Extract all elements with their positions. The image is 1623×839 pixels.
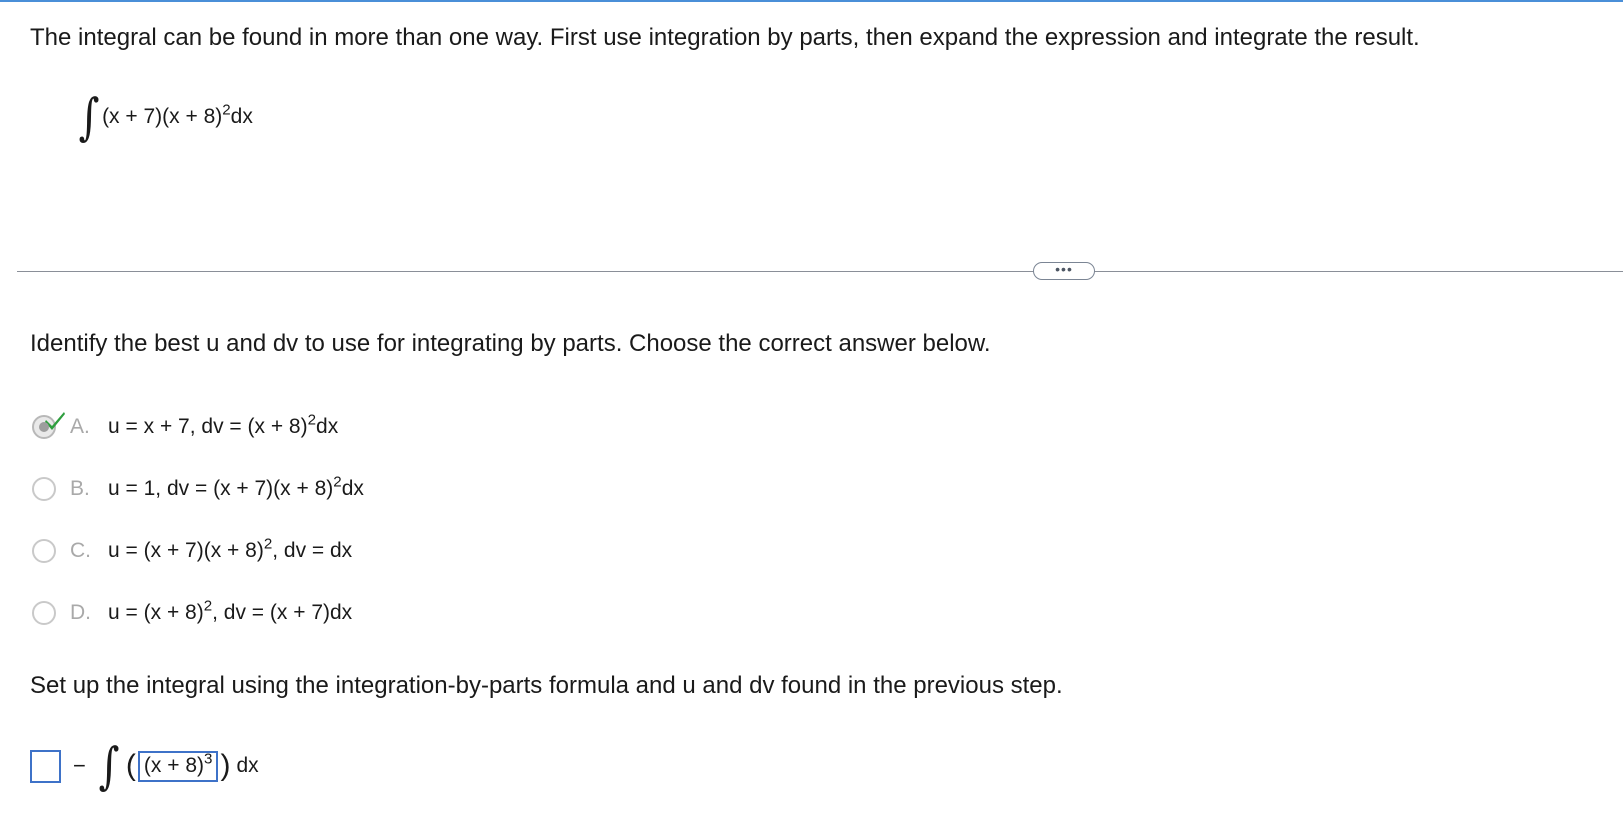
- radio-option-d[interactable]: [32, 601, 56, 625]
- open-paren: (: [125, 749, 136, 782]
- option-exponent: 2: [307, 411, 317, 429]
- integrand: [102, 101, 253, 129]
- option-text-main: u = x + 7, dv = (x + 8): [108, 415, 308, 438]
- integral-sign: ∫: [98, 737, 120, 795]
- option-text-main: u = (x + 7)(x + 8): [108, 539, 264, 562]
- option-letter: B.: [70, 477, 90, 500]
- filled-answer-box[interactable]: [138, 751, 219, 782]
- option-text: [108, 597, 353, 625]
- option-text-main: u = (x + 8): [108, 601, 204, 624]
- option-text-main: u = 1, dv = (x + 7)(x + 8): [108, 477, 334, 500]
- answer-input-box[interactable]: [30, 750, 61, 783]
- integrand-base: (x + 7)(x + 8): [102, 105, 223, 128]
- minus-sign: −: [73, 753, 86, 778]
- setup-instruction: Set up the integral using the integration-by-parts formula and u and dv found in the previous step.: [30, 672, 1063, 699]
- answer-expression: [30, 737, 259, 795]
- radio-option-a[interactable]: [32, 415, 56, 439]
- option-text-tail: dx: [341, 477, 364, 500]
- question-instruction: Identify the best u and dv to use for integrating by parts. Choose the correct answer below.: [30, 330, 991, 357]
- option-c[interactable]: [32, 534, 352, 568]
- option-text: [108, 473, 364, 501]
- option-exponent: 2: [333, 473, 342, 491]
- top-accent-line: [0, 0, 1623, 2]
- problem-statement: The integral can be found in more than one way. First use integration by parts, then expand the expression and integrate the result.: [30, 24, 1420, 51]
- option-text-tail: , dv = (x + 7)dx: [212, 601, 353, 624]
- option-text: [108, 411, 339, 439]
- option-exponent: 2: [263, 535, 273, 553]
- close-paren: ): [220, 749, 231, 782]
- option-letter: D.: [70, 601, 91, 624]
- integrand-differential: dx: [230, 105, 253, 128]
- option-b[interactable]: [32, 472, 364, 506]
- filled-answer-exponent: 3: [204, 750, 213, 768]
- option-letter: C.: [70, 539, 91, 562]
- filled-answer-base: (x + 8): [143, 753, 205, 777]
- section-divider: [17, 271, 1623, 272]
- radio-option-b[interactable]: [32, 477, 56, 501]
- option-d[interactable]: [32, 596, 352, 630]
- integral-sign: ∫: [78, 88, 100, 146]
- option-text: [108, 535, 353, 563]
- expand-more-button[interactable]: •••: [1033, 262, 1095, 280]
- radio-option-c[interactable]: [32, 539, 56, 563]
- problem-integral: [76, 88, 253, 146]
- integrand-exponent: 2: [222, 101, 231, 119]
- check-icon: [44, 409, 66, 431]
- option-a[interactable]: [32, 410, 338, 444]
- differential: dx: [236, 754, 259, 777]
- option-text-tail: , dv = dx: [272, 539, 353, 562]
- option-letter: A.: [70, 415, 90, 438]
- option-text-tail: dx: [316, 415, 339, 438]
- option-exponent: 2: [203, 597, 213, 615]
